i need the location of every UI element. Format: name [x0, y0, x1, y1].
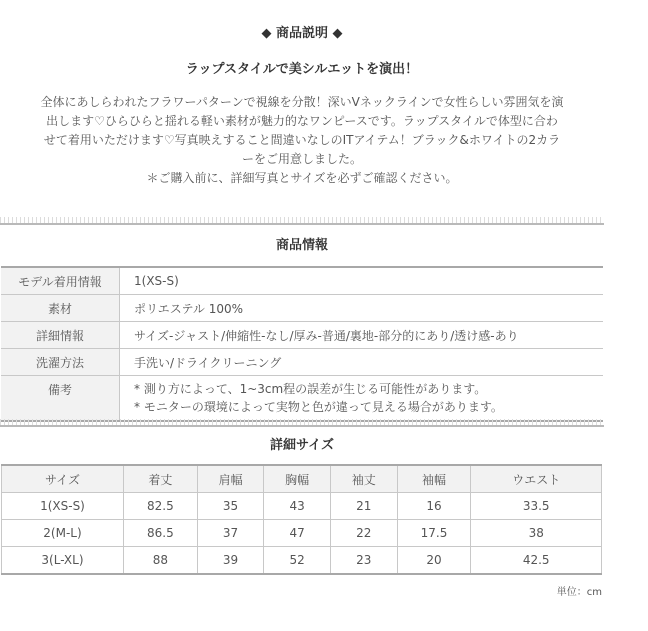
table-cell: 43: [264, 493, 331, 520]
info-value: ポリエステル 100%: [120, 295, 604, 322]
table-row: [1, 376, 603, 422]
column-header: 肩幅: [197, 465, 264, 493]
unit-note: 単位：cm: [556, 587, 602, 598]
table-cell: 35: [197, 493, 264, 520]
table-row: [1, 295, 603, 322]
size-table: [1, 464, 602, 575]
info-value: 1(XS-S): [120, 267, 604, 295]
table-row: [1, 349, 603, 376]
column-header: 着丈: [123, 465, 197, 493]
description-line: ーをご用意しました。: [241, 152, 362, 166]
table-cell: 21: [330, 493, 397, 520]
table-cell: 82.5: [123, 493, 197, 520]
info-key: 素材: [1, 295, 120, 322]
table-cell: 88: [123, 547, 197, 575]
table-header-row: [2, 465, 602, 493]
table-cell: 20: [397, 547, 471, 575]
table-row: [2, 547, 602, 575]
divider-ruler: [0, 217, 604, 225]
table-row: [2, 520, 602, 547]
info-key: 洗濯方法: [1, 349, 120, 376]
catch-copy: ラップスタイルで美シルエットを演出！: [185, 62, 419, 77]
table-cell: 86.5: [123, 520, 197, 547]
description-line: 出します♡ひらひらと揺れる軽い素材が魅力的なワンピースです。ラップスタイルで体型に合わ: [46, 114, 558, 128]
description-title: ◆ 商品説明 ◆: [261, 26, 343, 41]
description-line: 全体にあしらわれたフラワーパターンで視線を分散！深いVネックラインで女性らしい雰囲気を演: [40, 95, 564, 109]
table-cell: 3(L-XL): [2, 547, 124, 575]
table-row: [1, 267, 603, 295]
description-line: せて着用いただけます♡写真映えすること間違いなしのITアイテム！ブラック&ホワイトの2カラ: [43, 133, 561, 147]
info-value: 手洗い/ドライクリーニング: [120, 349, 604, 376]
table-cell: 22: [330, 520, 397, 547]
table-cell: 52: [264, 547, 331, 575]
table-cell: 1(XS-S): [2, 493, 124, 520]
column-header: 袖幅: [397, 465, 471, 493]
product-info-table: [1, 266, 603, 422]
description-text: [10, 93, 594, 188]
note-line: * 測り方によって、1~3cm程の誤差が生じる可能性があります。: [134, 382, 487, 396]
size-table-title: 詳細サイズ: [270, 438, 334, 453]
table-cell: 2(M-L): [2, 520, 124, 547]
table-cell: 39: [197, 547, 264, 575]
info-key: モデル着用情報: [1, 267, 120, 295]
column-header: ウエスト: [471, 465, 602, 493]
table-cell: 42.5: [471, 547, 602, 575]
info-value: サイズ-ジャスト/伸縮性-なし/厚み-普通/裏地-部分的にあり/透け感-あり: [120, 322, 604, 349]
table-row: [2, 493, 602, 520]
column-header: 胸幅: [264, 465, 331, 493]
table-cell: 37: [197, 520, 264, 547]
product-info-title: 商品情報: [275, 238, 328, 253]
table-cell: 33.5: [471, 493, 602, 520]
table-cell: 47: [264, 520, 331, 547]
table-cell: 17.5: [397, 520, 471, 547]
column-header: サイズ: [2, 465, 124, 493]
info-key: 備考: [1, 376, 120, 422]
table-row: [1, 322, 603, 349]
description-line: ＊ご購入前に、詳細写真とサイズを必ずご確認ください。: [146, 171, 458, 185]
divider-ruler: [0, 419, 604, 427]
table-cell: 16: [397, 493, 471, 520]
info-key: 詳細情報: [1, 322, 120, 349]
info-value: [120, 376, 604, 422]
note-line: * モニターの環境によって実物と色が違って見える場合があります。: [134, 400, 503, 414]
table-cell: 23: [330, 547, 397, 575]
column-header: 袖丈: [330, 465, 397, 493]
table-cell: 38: [471, 520, 602, 547]
